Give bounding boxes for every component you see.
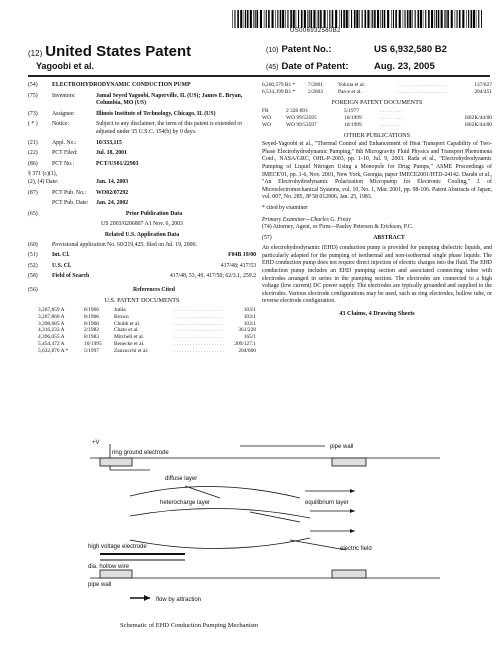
- barcode-bar: [234, 10, 235, 28]
- barcode-bar: [311, 10, 313, 28]
- patent-date: Aug. 23, 2005: [374, 61, 435, 72]
- reference-cls: 204/451: [474, 88, 492, 95]
- barcode-bar: [264, 10, 265, 28]
- ring-electrode-bottom-2: [332, 570, 366, 578]
- leader-dots: . . . . . . . . . . . . . . . . . . .: [174, 327, 224, 334]
- reference-num: 4,396,055 A: [38, 334, 65, 341]
- leader-dots: . . . . . . . . .: [380, 108, 403, 115]
- us-patent-docs-title: U.S. PATENT DOCUMENTS: [104, 297, 180, 305]
- barcode-bar: [260, 10, 262, 28]
- barcode-bar: [471, 10, 473, 28]
- label-high-voltage: high voltage electrode: [88, 544, 147, 550]
- barcode-bar: [391, 10, 392, 28]
- foreign-country: WO: [262, 114, 271, 121]
- reference-date: 10/1995: [84, 341, 102, 348]
- barcode-bar: [266, 10, 267, 28]
- reference-num: 6,260,579 B1 *: [262, 82, 296, 88]
- barcode-bar: [349, 10, 350, 28]
- assignee: Illinois Institute of Technology, Chicago, IL (US): [96, 110, 216, 117]
- barcode-bar: [466, 10, 467, 28]
- reference-date: 8/1966: [84, 307, 99, 314]
- barcode-bar: [301, 10, 303, 28]
- barcode-bar: [313, 10, 315, 28]
- primary-examiner: Primary Examiner—Charles G. Freay: [262, 216, 351, 223]
- reference-cls: 103/1: [243, 320, 256, 327]
- field-52: (52) U.S. Cl. 417/48; 417/53: [28, 262, 256, 269]
- notice-text: Subject to any disclaimer, the term of this patent is extended or adjusted under 35 U.S.C. 154(b) by 0 days.: [96, 121, 243, 135]
- reference-inventor: Mitchell et al.: [114, 334, 145, 341]
- barcode-bar: [468, 10, 469, 28]
- reference-date: 7/2001: [308, 82, 323, 88]
- barcode-bar: [244, 10, 245, 28]
- barcode-bar: [354, 10, 356, 28]
- patent-number-code: (10): [266, 47, 279, 54]
- barcode-bar: [455, 10, 456, 28]
- figure-caption: Schematic of EHD Conduction Pumping Mechanism: [120, 622, 259, 629]
- related-data-title: Related U.S. Application Data: [104, 231, 180, 238]
- reference-row: [38, 321, 256, 328]
- inventors: Jamal Seyed Yagoobi, Naperville, IL (US); James E. Bryan, Columbia, MO (US): [96, 92, 243, 107]
- barcode-bar: [343, 10, 345, 28]
- foreign-reference-row: [262, 108, 492, 115]
- left-column: [28, 82, 256, 355]
- barcode-bar: [268, 10, 270, 28]
- field-58: (58) Field of Search 417/48, 53, 49, 417/50; 62/3.1, 259.2: [28, 273, 256, 280]
- barcode-bar: [459, 10, 461, 28]
- reference-row: [38, 327, 256, 334]
- barcode-bar: [359, 10, 360, 28]
- other-pubs-title: OTHER PUBLICATIONS: [343, 131, 411, 139]
- barcode-bar: [380, 10, 381, 28]
- barcode-bar: [327, 10, 328, 28]
- foreign-reference-row: [262, 122, 492, 129]
- patent-number: US 6,932,580 B2: [374, 44, 447, 55]
- barcode-bar: [247, 10, 249, 28]
- reference-num: 5,632,876 A *: [38, 347, 69, 354]
- barcode-bar: [320, 10, 322, 28]
- foreign-num: WO 99/53597: [286, 121, 317, 128]
- barcode-bar: [250, 10, 252, 28]
- barcode-bar: [318, 10, 319, 28]
- foreign-cls: H02K/44/00: [465, 121, 492, 128]
- barcode-bar: [365, 10, 367, 28]
- document-title: United States Patent: [45, 43, 192, 60]
- leader-dots: . . . . . . . . . . . . . . . . . . .: [174, 334, 224, 341]
- foreign-cls: H02K/44/00: [465, 114, 492, 121]
- reference-inventor: Parce et al.: [338, 88, 362, 95]
- foreign-date: 5/1977: [344, 108, 359, 115]
- barcode-bar: [412, 10, 413, 28]
- leader-dots: . . . . . . . . .: [380, 121, 403, 128]
- barcode-bar: [447, 10, 449, 28]
- barcode-bar: [255, 10, 256, 28]
- barcode-bar: [423, 10, 424, 28]
- reference-date: 2/2003: [308, 88, 323, 95]
- label-electric-field: electric field: [340, 546, 372, 552]
- field-371: § 371 (c)(1), (2), (4) Date: Jan. 14, 2003: [28, 171, 129, 185]
- label-plus-v: +V: [92, 440, 100, 446]
- barcode-bar: [374, 10, 376, 28]
- label-ring-electrode: ring ground electrode: [112, 450, 169, 456]
- barcode-bar: [371, 10, 372, 28]
- barcode-bar: [428, 10, 430, 28]
- barcode-bar: [473, 10, 475, 28]
- patent-date-label: Date of Patent:: [281, 61, 349, 72]
- barcode-bar: [282, 10, 284, 28]
- patent-date-code: (45): [266, 64, 279, 71]
- leader-dots: . . . . . . . . . . . . . . . . . . .: [174, 313, 224, 320]
- barcode-bar: [280, 10, 282, 28]
- barcode-bar: [335, 10, 337, 28]
- label-heterocharge: heterocharge layer: [160, 500, 211, 506]
- reference-date: 2/1982: [84, 327, 99, 334]
- foreign-num: 2 328 893: [286, 108, 308, 115]
- barcode-bar: [441, 10, 443, 28]
- reference-inventor: Chato et al.: [114, 327, 139, 334]
- barcode-bar: [407, 10, 409, 28]
- field-86: (86) PCT No.: PCT/US01/22903: [28, 160, 139, 167]
- reference-row: [262, 82, 492, 89]
- reference-row: [38, 307, 256, 314]
- barcode-bar: [387, 10, 389, 28]
- reference-cls: 204/600: [238, 347, 256, 354]
- foreign-num: WO 99/53595: [286, 114, 317, 121]
- barcode-bar: [425, 10, 426, 28]
- leader-dots: . . . . . . . . .: [380, 114, 403, 121]
- reference-cls: 209/127.1: [234, 341, 256, 348]
- barcode-bar: [329, 10, 330, 28]
- us-reference-list-continued: [262, 82, 492, 96]
- barcode-bar: [307, 10, 308, 28]
- barcode-bar: [418, 10, 420, 28]
- field-54: (54) ELECTROHYDRODYNAMIC CONDUCTION PUMP: [28, 82, 256, 90]
- field-73: (73) Assignee: Illinois Institute of Technology, Chicago, IL (US): [28, 111, 256, 119]
- cited-by-note: * cited by examiner: [262, 204, 308, 211]
- abstract-text: An electrohydrodynamic (EHD) conduction pump is provided for pumping dielectric liquids, and particularly adapted for the pumping of isothermal and non-isothermal single phase liquids. The EHD conduction pump does not require direct injection of electric charges into the fluid. The EHD conduction pump includes an EHD pumping section and associated connecting tubes with electrodes arranged in series in the pumping section. The electrodes are connected to a high voltage (low current) DC power supply. The electrodes are typically grounded and supplied to the electrodes. Various electrode configurations may be used, such as ring electrodes, hollow tube, or reverse electrode configuration.: [262, 245, 492, 305]
- reference-row: [38, 348, 256, 355]
- reference-inventor: Yokota et al.: [338, 82, 366, 88]
- leader-dots: . . . . . . . . . . . . . . . . . . .: [174, 347, 224, 354]
- invention-title: ELECTROHYDRODYNAMIC CONDUCTION PUMP: [52, 82, 191, 88]
- leader-dots: . . . . . . . . . . . . . . . . . . .: [398, 82, 448, 88]
- barcode-bar: [384, 10, 386, 28]
- barcode-bar: [438, 10, 440, 28]
- claims-summary: 43 Claims, 4 Drawing Sheets: [339, 310, 415, 318]
- barcode-bar: [285, 10, 286, 28]
- label-equilibrium: equilibrium layer: [305, 500, 349, 506]
- barcode-bar: [431, 10, 433, 28]
- barcode-bar: [351, 10, 352, 28]
- reference-row: [38, 341, 256, 348]
- barcode-bar: [409, 10, 411, 28]
- barcode-bar: [436, 10, 437, 28]
- foreign-country: WO: [262, 121, 271, 128]
- ring-electrode-bottom: [100, 570, 132, 578]
- reference-cls: 103/1: [243, 307, 256, 314]
- reference-row: [38, 334, 256, 341]
- label-diffuse-layer: diffuse layer: [165, 476, 198, 482]
- barcode-bar: [232, 10, 233, 28]
- barcode-bar: [237, 10, 239, 28]
- leader-dots: . . . . . . . . . . . . . . . . . . .: [174, 307, 224, 314]
- barcode-bar: [399, 10, 401, 28]
- label-hollow-wire: dia. hollow wire: [88, 564, 130, 570]
- reference-row: [38, 314, 256, 321]
- barcode-bar: [420, 10, 422, 28]
- foreign-cls: [450, 108, 492, 115]
- country-code: (12): [28, 49, 43, 58]
- barcode-bar: [304, 10, 306, 28]
- barcode-bar: [346, 10, 348, 28]
- attorney: (74) Attorney, Agent, or Firm—Pauley Petersen & Erickson, P.C.: [262, 224, 414, 231]
- label-pipe-wall: pipe wall: [330, 444, 354, 450]
- representative-figure: [70, 436, 450, 614]
- reference-date: 8/1968: [84, 320, 99, 327]
- leader-dots: . . . . . . . . . . . . . . . . . . .: [174, 341, 224, 348]
- header-rule: [28, 75, 490, 77]
- barcode-bar: [296, 10, 297, 28]
- barcode-bar: [356, 10, 358, 28]
- field-21: (21) Appl. No.: 10/333,115: [28, 139, 122, 146]
- field-60: (60) Provisional application No. 60/219,425, filed on Jul. 19, 2000.: [28, 241, 197, 248]
- barcode-bar: [403, 10, 404, 28]
- barcode-bar: [341, 10, 342, 28]
- barcode-bar: [324, 10, 326, 28]
- barcode-bar: [272, 10, 274, 28]
- barcode-bar: [332, 10, 334, 28]
- reference-num: 6,514,399 B1 *: [262, 88, 296, 95]
- reference-date: 8/1966: [84, 313, 99, 320]
- barcode-bar: [451, 10, 453, 28]
- right-column: [262, 82, 492, 318]
- field-57: (57) ABSTRACT: [262, 234, 405, 241]
- patent-number-line: [266, 44, 447, 55]
- reference-date: 8/1983: [84, 334, 99, 341]
- barcode-bar: [481, 10, 482, 28]
- reference-date: 5/1997: [84, 347, 99, 354]
- label-pipe-wall-bottom: pipe wall: [88, 582, 112, 588]
- barcode-bar: [462, 10, 464, 28]
- barcode-bar: [377, 10, 379, 28]
- patent-date-line: [266, 61, 435, 72]
- reference-inventor: Zanzucchi et al.: [114, 347, 149, 354]
- barcode-bar: [240, 10, 242, 28]
- barcode-bar: [293, 10, 295, 28]
- reference-cls: 165/1: [243, 334, 256, 341]
- prior-publication: US 2003/0206807 A1 Nov. 6, 2003: [101, 221, 183, 228]
- barcode-bar: [415, 10, 416, 28]
- leader-dots: . . . . . . . . . . . . . . . . . . .: [174, 320, 224, 327]
- patent-number-label: Patent No.:: [281, 44, 332, 55]
- other-publications: Seyed-Yagoobi et al., "Thermal Control and Enhancement of Heat Transport Capability of Two-Phase Electrohydrodynamic Pumping," 8th Microgravity Fluid Physics and Transport Phenomena Conf., NASA/GRC, OHL-P-2003, pp. 1-10, Jul. 9, 2003. Rada et al., "Electrohydrodynamic Pumping of Liquid Nitrogen Using a Monopole for Drug Pumps," ASME Proceedings of IMECE'01, pp. 1-6, Nov. 2001, New York, Georgia, paper IMECE2001/HTD-24142. Darabi et al., "An Electrohydrodynamic Polarization Micropump for Electronic Cooling," J. of Microelectromechanical Systems, vol. 10, No. 1, Mar. 2001, pp. 98-106. Patent Abstracts of Japan, vol. 007, No. 285, JP 58 012906, Jan. 25, 1983.: [262, 141, 492, 201]
- foreign-reference-row: [262, 115, 492, 122]
- field-51: (51) Int. Cl. F04B 19/00: [28, 252, 256, 259]
- reference-cls: 103/1: [243, 313, 256, 320]
- field-56: (56) References Cited: [28, 286, 175, 293]
- barcode-number: US006932580B2: [290, 28, 341, 34]
- barcode-bar: [339, 10, 340, 28]
- reference-num: 5,454,472 A: [38, 341, 65, 348]
- authors: Yagoobi et al.: [36, 61, 95, 71]
- field-87: (87) PCT Pub. No.: WO02/07292: [28, 189, 129, 196]
- field-22: (22) PCT Filed: Jul. 18, 2001: [28, 150, 127, 157]
- barcode-bar: [317, 10, 318, 28]
- field-65: (65) Prior Publication Data: [28, 210, 183, 217]
- barcode-bar: [362, 10, 363, 28]
- barcode-bar: [478, 10, 479, 28]
- patent-title-line: [28, 43, 191, 60]
- barcode-bar: [445, 10, 446, 28]
- reference-row: [262, 89, 492, 96]
- label-flow: flow by attraction: [156, 597, 202, 603]
- barcode-bar: [309, 10, 310, 28]
- field-87-date: PCT Pub. Date: Jan. 24, 2002: [52, 200, 129, 207]
- barcode-bar: [457, 10, 458, 28]
- barcode-bar: [367, 10, 369, 28]
- barcode-bar: [287, 10, 288, 28]
- reference-inventor: Jutila: [114, 307, 126, 314]
- barcode-bar: [275, 10, 276, 28]
- barcode: [232, 10, 482, 28]
- barcode-bar: [382, 10, 383, 28]
- reference-inventor: Brown: [114, 313, 129, 320]
- barcode-bar: [395, 10, 397, 28]
- barcode-bar: [245, 10, 246, 28]
- foreign-reference-list: [262, 108, 492, 128]
- field-notice: ( * ) Notice: Subject to any disclaimer, the term of this patent is extended or adjusted under 35 U.S.C. 154(b) by 0 days.: [28, 121, 256, 136]
- reference-cls: 361/228: [238, 327, 256, 334]
- reference-inventor: Chubb et al.: [114, 320, 141, 327]
- foreign-docs-title: FOREIGN PATENT DOCUMENTS: [331, 98, 423, 106]
- barcode-bar: [372, 10, 373, 28]
- barcode-bar: [257, 10, 259, 28]
- foreign-date: 10/1999: [344, 121, 362, 128]
- barcode-bar: [434, 10, 435, 28]
- reference-cls: 137/827: [474, 82, 492, 88]
- ring-electrode-top: [100, 458, 132, 466]
- barcode-bar: [298, 10, 299, 28]
- barcode-bar: [393, 10, 394, 28]
- barcode-bar: [444, 10, 445, 28]
- reference-inventor: Benecke et al.: [114, 341, 145, 348]
- reference-num: 4,316,233 A: [38, 327, 65, 334]
- ring-electrode-top-2: [332, 458, 366, 466]
- reference-num: 3,398,685 A: [38, 320, 65, 327]
- reference-num: 3,267,860 A: [38, 313, 65, 320]
- barcode-bar: [253, 10, 254, 28]
- barcode-bar: [405, 10, 406, 28]
- us-reference-list: [28, 307, 256, 355]
- foreign-country: FR: [262, 108, 269, 115]
- leader-dots: . . . . . . . . . . . . . . . . . . .: [398, 88, 448, 95]
- reference-num: 3,267,859 A: [38, 307, 65, 314]
- barcode-bar: [277, 10, 278, 28]
- barcode-bar: [476, 10, 477, 28]
- foreign-date: 10/1999: [344, 114, 362, 121]
- barcode-bar: [290, 10, 292, 28]
- field-75: (75) Inventors: Jamal Seyed Yagoobi, Naperville, IL (US); James E. Bryan, Columbia, MO (US): [28, 93, 256, 108]
